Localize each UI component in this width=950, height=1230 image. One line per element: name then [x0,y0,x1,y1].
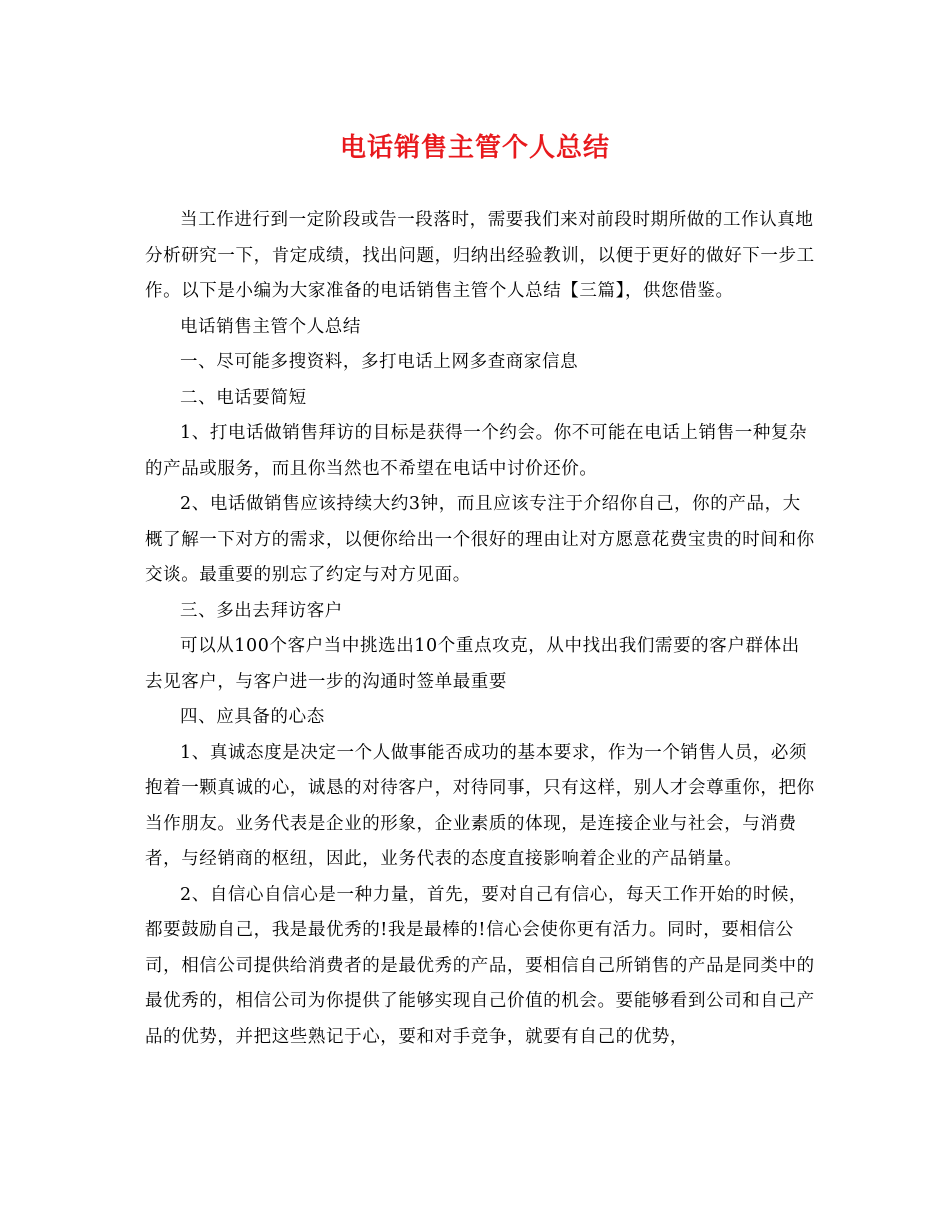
section-heading-1: 一、尽可能多搜资料，多打电话上网多查商家信息 [180,352,579,372]
section-heading-2: 二、电话要简短 [180,387,307,408]
section-heading-4: 四、应具备的心态 [180,707,325,727]
section-heading-3: 三、多出去拜访客户 [180,600,343,621]
paragraph-call-goal: 1、打电话做销售拜访的目标是获得一个约会。你不可能在电话上销售一种复杂的产品或服务，而且你当然也不希望在电话中讨价还价。 [145,423,808,479]
paragraph-visit-customers: 可以从100个客户当中挑选出10个重点攻克，从中找出我们需要的客户群体出去见客户，与客户进一步的沟通时签单最重要 [145,636,800,692]
paragraph-sincerity: 1、真诚态度是决定一个人做事能否成功的基本要求，作为一个销售人员，必须抱着一颗真诚的心，诚恳的对待客户，对待同事，只有这样，别人才会尊重你，把你当作朋友。业务代表是企业的形象，企业素质的体现，是连接企业与社会，与消费者，与经销商的枢纽，因此，业务代表的态度直接影响着企业的产品销量。 [145,742,815,869]
document-body [145,203,815,1055]
paragraph-subtitle: 电话销售主管个人总结 [180,316,361,337]
paragraph-confidence: 2、自信心自信心是一种力量，首先，要对自己有信心，每天工作开始的时候，都要鼓励自己，我是最优秀的!我是最棒的!信心会使你更有活力。同时，要相信公司，相信公司提供给消费者的是最优秀的产品，要相信自己所销售的产品是同类中的最优秀的，相信公司为你提供了能够实现自己价值的机会。要能够看到公司和自己产品的优势，并把这些熟记于心，要和对手竞争，就要有自己的优势， [145,884,815,1047]
paragraph-intro: 当工作进行到一定阶段或告一段落时，需要我们来对前段时期所做的工作认真地分析研究一下，肯定成绩，找出问题，归纳出经验教训，以便于更好的做好下一步工作。以下是小编为大家准备的电话销售主管个人总结【三篇】，供您借鉴。 [145,210,815,301]
paragraph-call-duration: 2、电话做销售应该持续大约3钟，而且应该专注于介绍你自己，你的产品，大概了解一下对方的需求，以便你给出一个很好的理由让对方愿意花费宝贵的时间和你交谈。最重要的别忘了约定与对方见面。 [145,494,815,585]
document-title: 电话销售主管个人总结 [339,133,610,163]
